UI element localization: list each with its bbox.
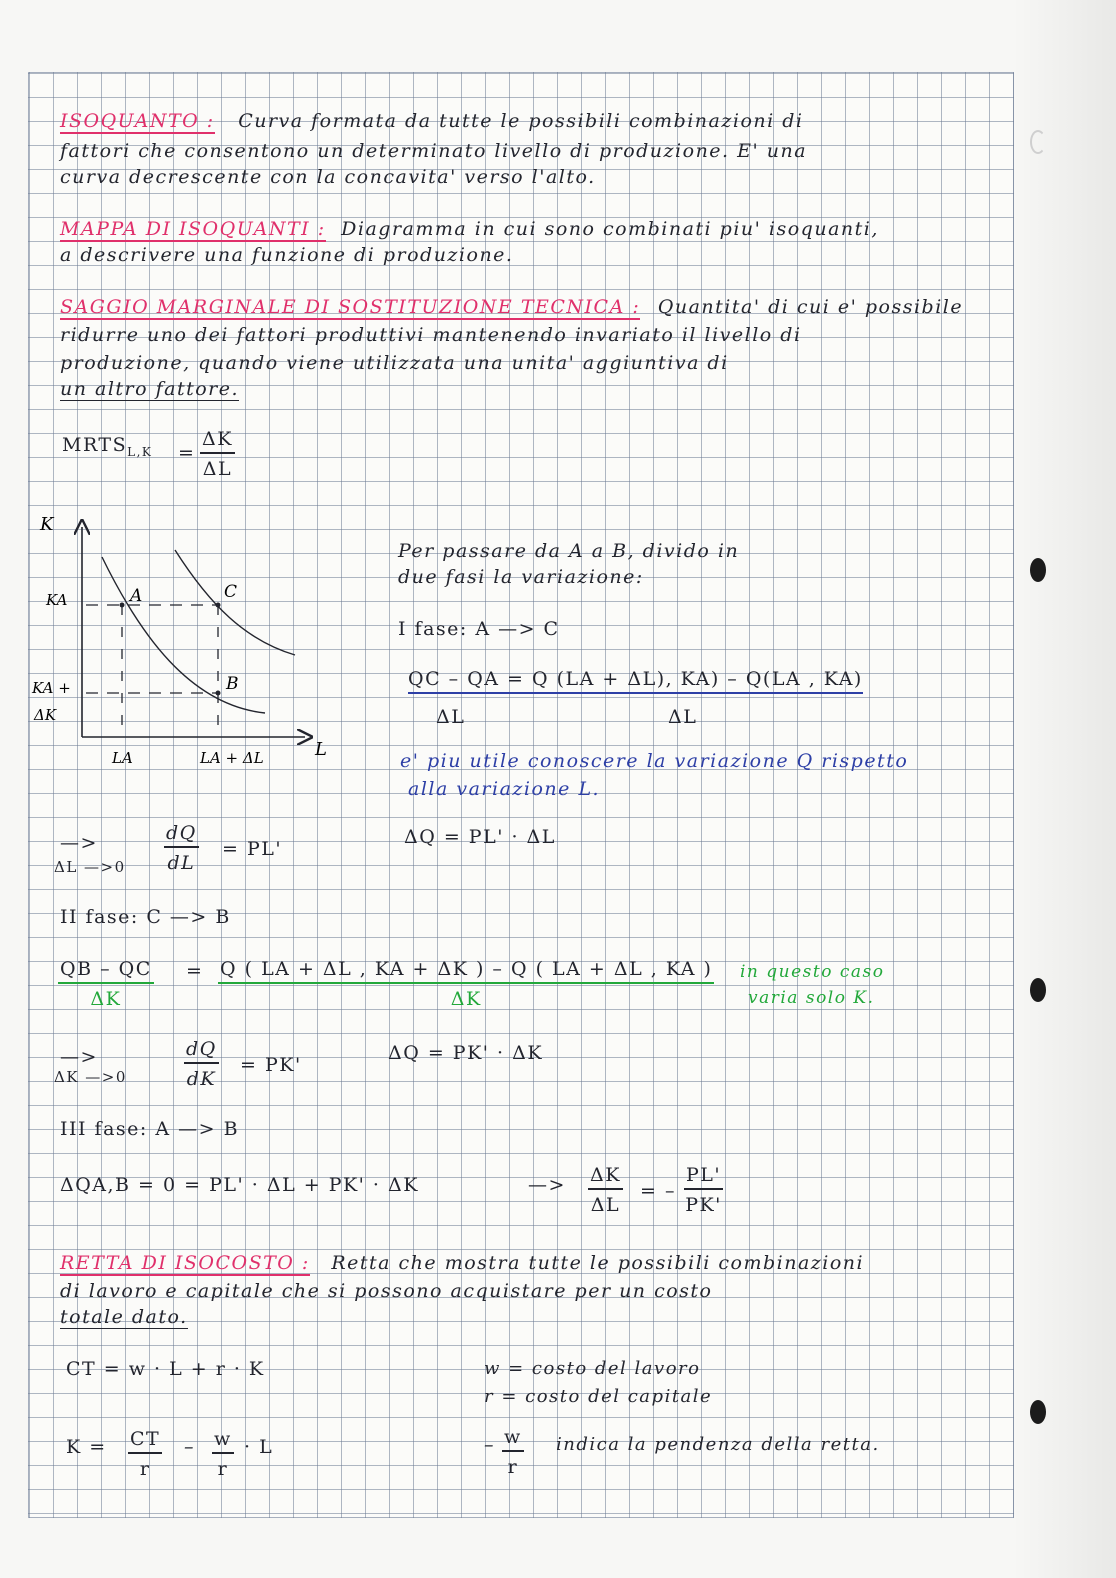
- point-a-label: A: [130, 586, 143, 606]
- k-equation-minus: –: [184, 1436, 195, 1458]
- k-equation-lhs: K =: [66, 1436, 107, 1458]
- binder-hole-1: [1030, 130, 1046, 154]
- mappa-definition-1: Diagramma in cui sono combinati piu' isoquanti,: [341, 218, 879, 240]
- ct-equation: CT = w · L + r · K: [66, 1358, 265, 1380]
- isoquant-graph: [30, 505, 350, 780]
- k-equation-w: w: [212, 1428, 234, 1454]
- limit1-rhs: = PL': [222, 838, 283, 860]
- limit1-subscript: ΔL —>0: [54, 858, 126, 876]
- phase2-left-numerator: QB – QC: [58, 958, 154, 984]
- binder-hole-4: [1030, 1400, 1046, 1424]
- slope-numerator: w: [502, 1426, 524, 1452]
- la-plus-label: LA + ΔL: [200, 749, 264, 767]
- delta2-equation: ΔQ = PK' · ΔK: [388, 1042, 544, 1064]
- w-definition: w = costo del lavoro: [484, 1358, 701, 1379]
- ratio-rhs-numerator: PL': [684, 1164, 723, 1190]
- saggio-line-4: un altro fattore.: [60, 378, 240, 400]
- k-axis-label: K: [40, 514, 54, 535]
- phase2-left-fraction: [58, 958, 154, 1010]
- phase3-heading: III fase: A —> B: [60, 1118, 240, 1140]
- point-c-label: C: [224, 582, 238, 602]
- limit2-fraction: [184, 1038, 219, 1090]
- mappa-line-1: [60, 218, 879, 240]
- isoquanto-term: ISOQUANTO :: [60, 110, 215, 132]
- binder-hole-3: [1030, 978, 1046, 1002]
- k-equation-r1: r: [139, 1458, 151, 1480]
- isoquanto-line-2: fattori che consentono un determinato livello di produzione. E' una: [60, 140, 808, 162]
- isocosto-definition-1: Retta che mostra tutte le possibili combinazioni: [331, 1252, 865, 1274]
- phases-intro-2: due fasi la variazione:: [398, 566, 644, 588]
- mrts-numerator: ΔK: [200, 428, 235, 454]
- phase2-numerator: Q ( LA + ΔL , KA + ΔK ) – Q ( LA + ΔL , KA ): [218, 958, 714, 984]
- isocosto-line-2: di lavoro e capitale che si possono acquistare per un costo: [60, 1280, 713, 1302]
- slope-fraction: [502, 1426, 524, 1478]
- phase1-denominator-right: ΔL: [668, 706, 698, 728]
- ka-label: KA: [46, 591, 68, 609]
- phase2-denominator: ΔK: [450, 988, 482, 1010]
- ratio-left-fraction: [588, 1164, 623, 1216]
- isoquanto-definition-1: Curva formata da tutte le possibili combinazioni di: [238, 110, 804, 132]
- phase2-heading: II fase: C —> B: [60, 906, 231, 928]
- mrts-equals: =: [178, 442, 196, 464]
- isocosto-term: RETTA DI ISOCOSTO :: [60, 1252, 310, 1274]
- delta3-equation: ΔQA,B = 0 = PL' · ΔL + PK' · ΔK: [60, 1174, 419, 1196]
- binder-hole-2: [1030, 558, 1046, 582]
- limit2-rhs: = PK': [240, 1054, 302, 1076]
- isocosto-line-3: totale dato.: [60, 1306, 188, 1328]
- k-equation-l: · L: [244, 1436, 274, 1458]
- phase2-right-fraction: [218, 958, 714, 1010]
- slope-denominator: r: [507, 1456, 519, 1478]
- la-label: LA: [112, 749, 133, 767]
- limit1-numerator: dQ: [164, 822, 199, 848]
- isocosto-line-3-wrap: [60, 1306, 188, 1328]
- mrts-subscript: L,K: [127, 444, 153, 459]
- point-b-label: B: [226, 674, 239, 694]
- limit1-arrow: —>: [60, 832, 98, 854]
- saggio-term: SAGGIO MARGINALE DI SOSTITUZIONE TECNICA :: [60, 296, 641, 318]
- note1-line-1: e' piu utile conoscere la variazione Q rispetto: [400, 750, 909, 772]
- page-edge-shadow: [1012, 0, 1116, 1578]
- k-equation-ct: CT: [128, 1428, 162, 1454]
- limit2-numerator: dQ: [184, 1038, 219, 1064]
- phase1-denominator-left: ΔL: [436, 706, 466, 728]
- point-c-marker: [216, 603, 221, 608]
- k-equation-r2: r: [217, 1458, 229, 1480]
- r-definition: r = costo del capitale: [484, 1386, 713, 1407]
- k-equation-w-fraction: [212, 1428, 234, 1480]
- note1-line-2: alla variazione L.: [408, 778, 601, 800]
- isoquanto-line-1: [60, 110, 804, 132]
- slope-description: indica la pendenza della retta.: [556, 1434, 880, 1455]
- ka-minus-label-2: ΔK: [34, 706, 57, 724]
- phase1-heading: I fase: A —> C: [398, 618, 560, 640]
- phase2-left-denominator: ΔK: [90, 988, 122, 1010]
- saggio-line-4-wrap: [60, 378, 239, 400]
- ka-minus-label-1: KA +: [32, 679, 71, 697]
- limit2-arrow: —>: [60, 1046, 98, 1068]
- phases-intro-1: Per passare da A a B, divido in: [398, 540, 740, 562]
- slope-minus: –: [484, 1434, 495, 1456]
- l-axis-label: L: [315, 739, 327, 760]
- mrts-label: MRTS: [62, 434, 128, 456]
- limit1-denominator: dL: [167, 852, 196, 874]
- phase2-equals: =: [186, 960, 204, 982]
- note2-line-1: in questo caso: [740, 962, 885, 982]
- ratio-right-fraction: [684, 1164, 723, 1216]
- point-a-marker: [120, 603, 125, 608]
- ratio-rhs-denominator: PK': [685, 1194, 722, 1216]
- isocosto-line-1: [60, 1252, 864, 1274]
- ratio-numerator: ΔK: [588, 1164, 623, 1190]
- phase1-numerator: QC – QA = Q (LA + ΔL), KA) – Q(LA , KA): [408, 668, 863, 694]
- mappa-term: MAPPA DI ISOQUANTI :: [60, 218, 326, 240]
- saggio-line-2: ridurre uno dei fattori produttivi mantenendo invariato il livello di: [60, 324, 802, 346]
- mrts-lhs: [62, 434, 152, 459]
- ratio-equals-minus: = –: [640, 1180, 676, 1202]
- saggio-definition-1: Quantita' di cui e' possibile: [657, 296, 964, 318]
- point-b-marker: [216, 691, 221, 696]
- ratio-denominator: ΔL: [590, 1194, 621, 1216]
- isoquant-curve-1: [102, 557, 265, 713]
- note2-line-2: varia solo K.: [748, 988, 875, 1008]
- k-equation-ct-fraction: [128, 1428, 162, 1480]
- mrts-fraction: [200, 428, 235, 480]
- isoquanto-line-3: curva decrescente con la concavita' verso l'alto.: [60, 166, 596, 188]
- mappa-line-2: a descrivere una funzione di produzione.: [60, 244, 514, 266]
- implies-arrow: —>: [528, 1174, 566, 1196]
- delta1-equation: ΔQ = PL' · ΔL: [404, 826, 556, 848]
- saggio-line-1: [60, 296, 963, 318]
- limit2-denominator: dK: [186, 1068, 217, 1090]
- mrts-denominator: ΔL: [202, 458, 233, 480]
- isoquant-curve-2: [175, 550, 295, 655]
- limit2-subscript: ΔK —>0: [54, 1068, 127, 1086]
- saggio-line-3: produzione, quando viene utilizzata una unita' aggiuntiva di: [60, 352, 729, 374]
- limit1-fraction: [164, 822, 199, 874]
